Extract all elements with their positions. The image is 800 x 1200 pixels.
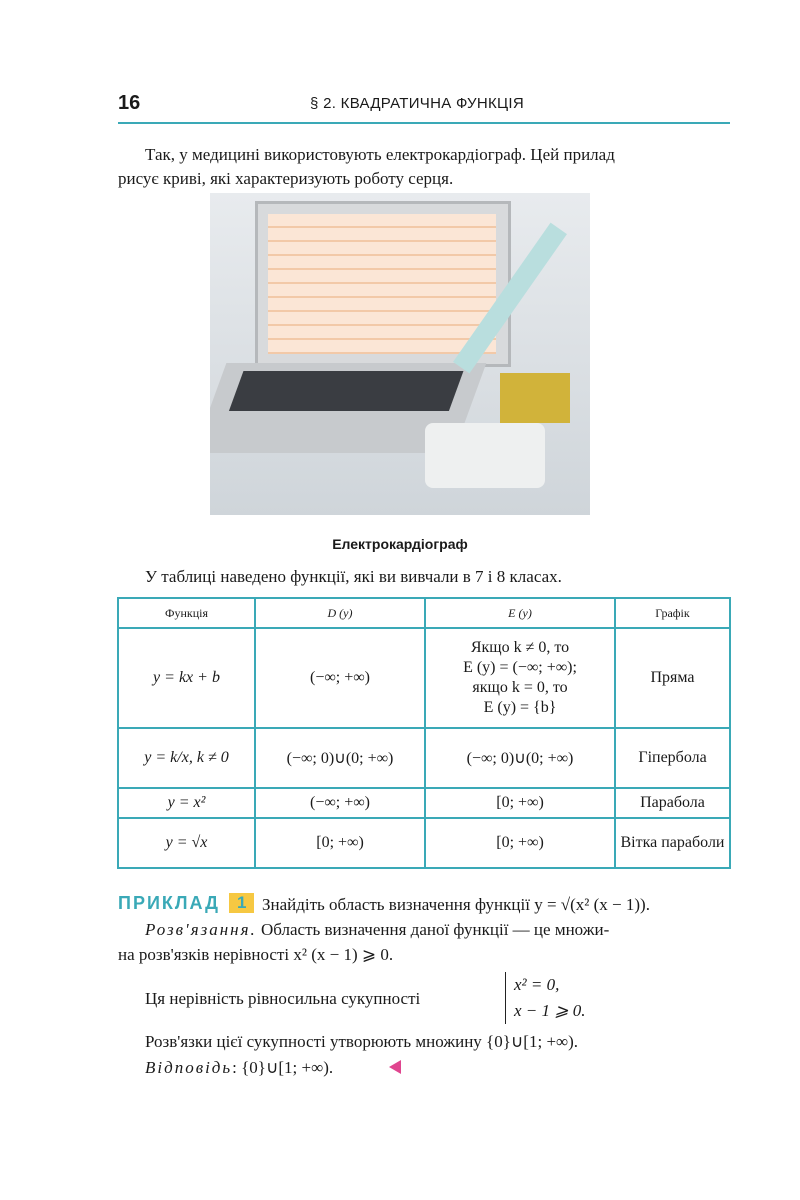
range-line: E (y) = (−∞; +∞); bbox=[463, 659, 577, 676]
figure-caption: Електрокардіограф bbox=[332, 536, 468, 552]
cell-range: [0; +∞) bbox=[425, 818, 615, 868]
solutions-text: Розв'язки цієї сукупності утворюють множину {0}∪[1; +∞). bbox=[145, 1032, 579, 1051]
table-row bbox=[118, 628, 730, 728]
cell-domain: (−∞; 0)∪(0; +∞) bbox=[255, 728, 425, 788]
range-line: E (y) = {b} bbox=[483, 699, 557, 716]
system-line: x − 1 ⩾ 0. bbox=[514, 1001, 586, 1020]
table-row bbox=[118, 728, 730, 788]
header-function: Функція bbox=[118, 598, 255, 628]
intro-line-2: рисує криві, які характеризують роботу серця. bbox=[118, 169, 454, 188]
cell-function: y = k/x, k ≠ 0 bbox=[118, 728, 255, 788]
header-graph: Графік bbox=[615, 598, 730, 628]
answer-line bbox=[145, 1056, 333, 1080]
solution-line-2: на розв'язків нерівності x² (x − 1) ⩾ 0. bbox=[118, 945, 394, 964]
functions-table bbox=[117, 597, 731, 869]
cell-range: [0; +∞) bbox=[425, 788, 615, 818]
cell-domain: (−∞; +∞) bbox=[255, 788, 425, 818]
cell-range bbox=[425, 628, 615, 728]
cell-function: y = √x bbox=[118, 818, 255, 868]
cell-graph: Гіпербола bbox=[615, 728, 730, 788]
cell-function: y = kx + b bbox=[118, 628, 255, 728]
solution-line-1 bbox=[145, 918, 609, 942]
example-task: Знайдіть область визначення функції y = √(x² (x − 1)). bbox=[262, 895, 650, 914]
cell-graph: Пряма bbox=[615, 628, 730, 728]
electrodes bbox=[500, 373, 570, 423]
intro-line-1: Так, у медицині використовують електрокардіограф. Цей прилад bbox=[145, 145, 615, 164]
table-row bbox=[118, 818, 730, 868]
cell-range: (−∞; 0)∪(0; +∞) bbox=[425, 728, 615, 788]
cell-domain: (−∞; +∞) bbox=[255, 628, 425, 728]
system-line: x² = 0, bbox=[514, 975, 560, 994]
answer-value: : {0}∪[1; +∞). bbox=[232, 1058, 334, 1077]
table-header-row bbox=[118, 598, 730, 628]
answer-label: Відповідь bbox=[145, 1058, 233, 1077]
header-divider bbox=[118, 122, 730, 124]
cell-domain: [0; +∞) bbox=[255, 818, 425, 868]
page-number: 16 bbox=[118, 92, 141, 114]
electrocardiograph-photo bbox=[210, 193, 590, 515]
range-line: якщо k = 0, то bbox=[472, 679, 568, 696]
cell-function: y = x² bbox=[118, 788, 255, 818]
cell-graph: Парабола bbox=[615, 788, 730, 818]
range-line: Якщо k ≠ 0, то bbox=[470, 639, 570, 656]
header-domain: D (y) bbox=[255, 598, 425, 628]
table-row bbox=[118, 788, 730, 818]
ecg-device bbox=[425, 423, 545, 488]
example-label: ПРИКЛАД bbox=[118, 893, 220, 913]
ecg-display bbox=[268, 214, 496, 354]
system-bracket bbox=[505, 972, 586, 1024]
end-of-example-marker-icon bbox=[389, 1060, 401, 1074]
header-range: E (y) bbox=[425, 598, 615, 628]
table-intro: У таблиці наведено функції, які ви вивчали в 7 і 8 класах. bbox=[145, 567, 562, 586]
example-number: 1 bbox=[229, 893, 254, 913]
solution-text: Область визначення даної функції — це множи- bbox=[256, 920, 610, 939]
cell-graph: Вітка параболи bbox=[615, 818, 730, 868]
equivalence-text: Ця нерівність рівносильна сукупності bbox=[145, 989, 421, 1008]
section-title: § 2. КВАДРАТИЧНА ФУНКЦІЯ bbox=[310, 95, 524, 112]
solution-label: Розв'язання. bbox=[145, 920, 257, 939]
